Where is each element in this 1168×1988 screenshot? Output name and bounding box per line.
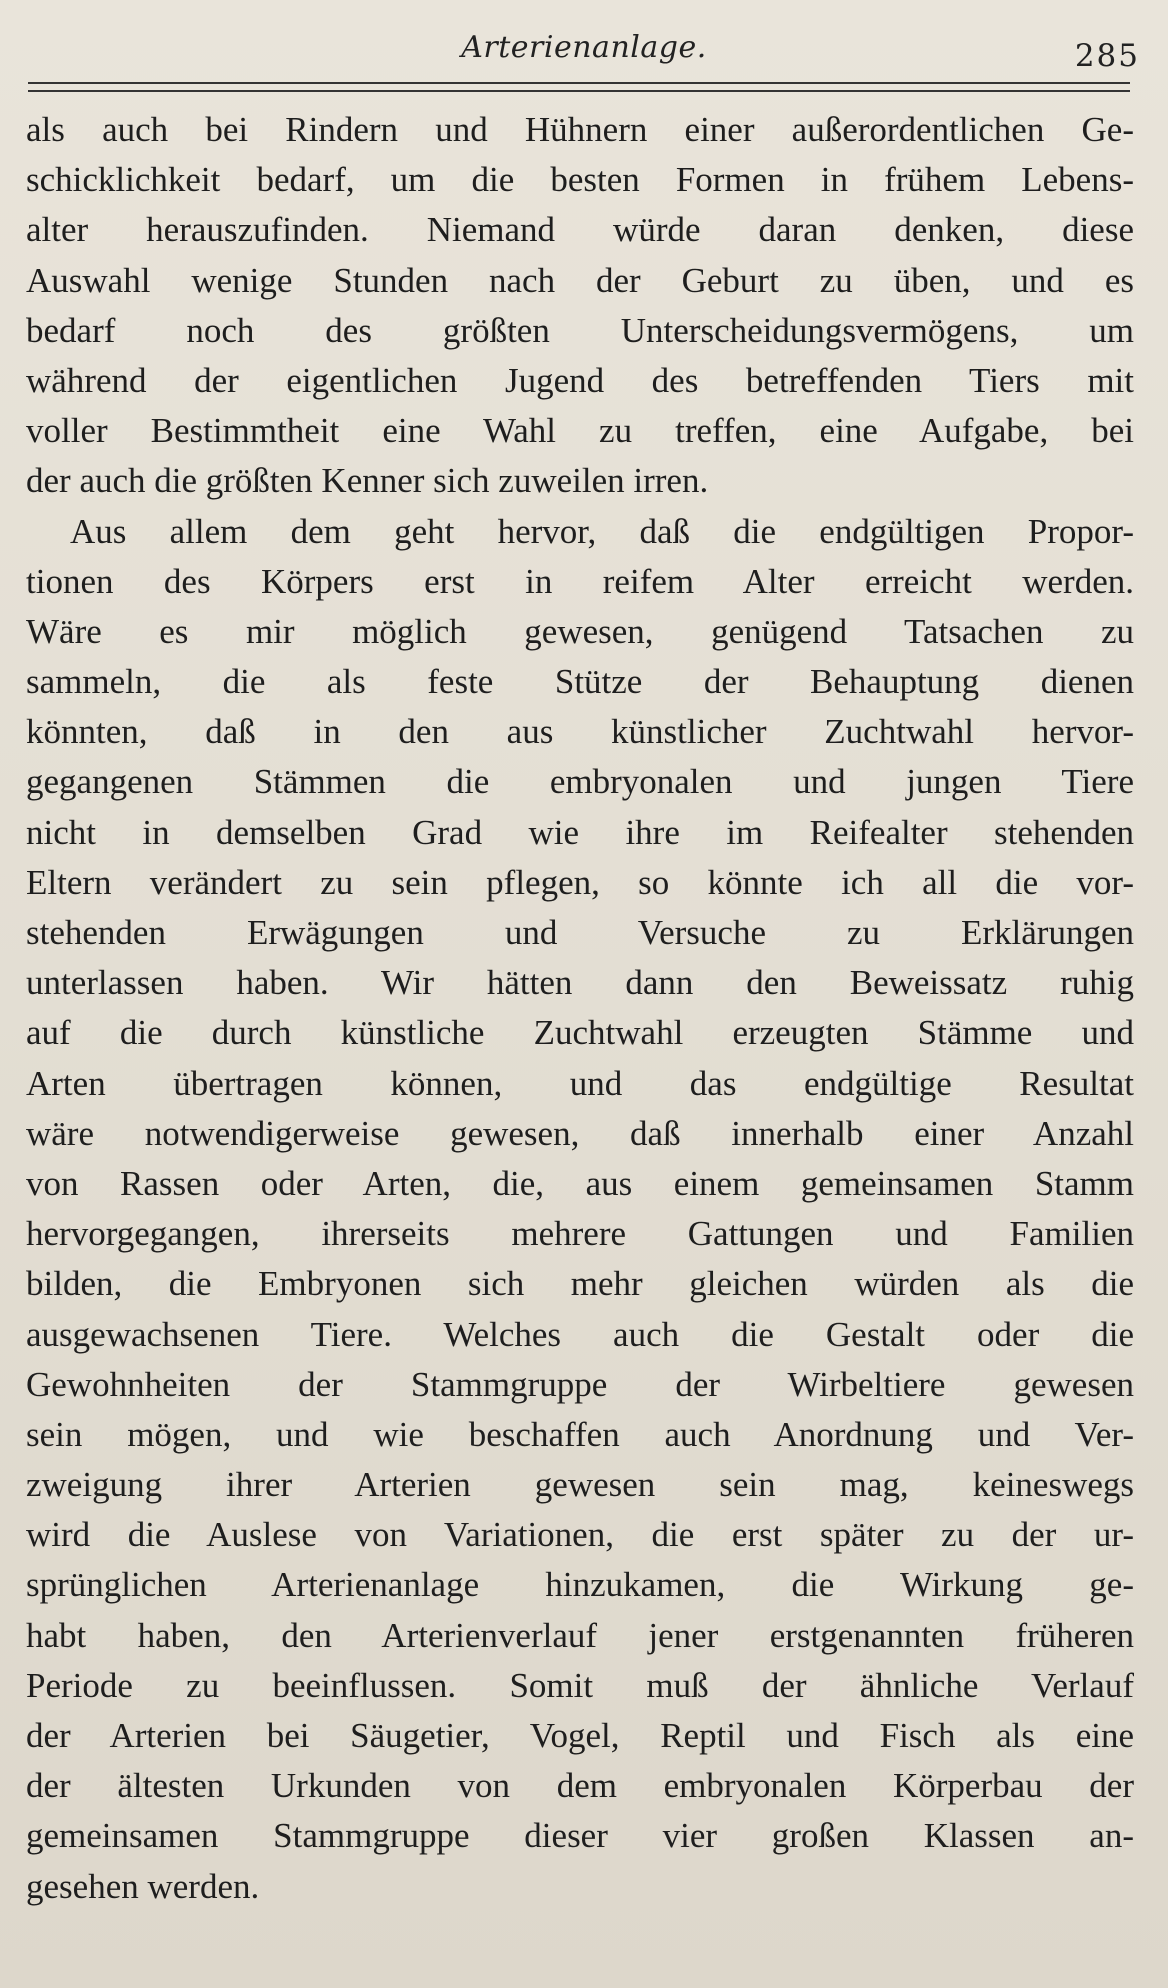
text-line: voller Bestimmtheit eine Wahl zu treffen, eine Aufgabe, bei [26, 411, 1134, 451]
text-line: während der eigentlichen Jugend des betreffenden Tiers mit [26, 360, 1134, 400]
header-rule-bottom [28, 90, 1130, 92]
paragraph [26, 507, 1134, 1912]
text-line: sprünglichen Arterienanlage hinzukamen, die Wirkung ge- [26, 1565, 1134, 1605]
text-line: gesehen werden. [26, 1866, 260, 1906]
text-line: bilden, die Embryonen sich mehr gleichen würden als die [26, 1264, 1134, 1304]
text-line: als auch bei Rindern und Hühnern einer außerordentlichen Ge- [26, 110, 1134, 149]
text-line: nicht in demselben Grad wie ihre im Reifealter stehenden [26, 812, 1134, 852]
text-line: sein mögen, und wie beschaffen auch Anordnung und Ver- [26, 1414, 1134, 1454]
header-rule-top [28, 82, 1130, 84]
running-title: Arterienanlage. [461, 30, 707, 65]
text-line: wird die Auslese von Variationen, die erst später zu der ur- [26, 1515, 1134, 1555]
text-line: Eltern verändert zu sein pflegen, so könnte ich all die vor- [26, 862, 1134, 902]
text-line: der Arterien bei Säugetier, Vogel, Reptil und Fisch als eine [26, 1716, 1134, 1755]
running-header [0, 30, 1168, 80]
text-line: stehenden Erwägungen und Versuche zu Erklärungen [26, 913, 1134, 952]
text-line: gemeinsamen Stammgruppe dieser vier großen Klassen an- [26, 1816, 1134, 1856]
text-line: der auch die größten Kenner sich zuweilen irren. [26, 461, 709, 501]
text-line: Aus allem dem geht hervor, daß die endgültigen Propor- [70, 511, 1134, 551]
page-number: 285 [1074, 38, 1140, 74]
text-line: schicklichkeit bedarf, um die besten Formen in frühem Lebens- [26, 160, 1134, 200]
text-line: hervorgegangen, ihrerseits mehrere Gattungen und Familien [26, 1214, 1134, 1254]
text-line: Auswahl wenige Stunden nach der Geburt zu üben, und es [26, 260, 1134, 300]
text-line: zweigung ihrer Arterien gewesen sein mag, keineswegs [26, 1465, 1134, 1505]
text-line: sammeln, die als feste Stütze der Behauptung dienen [26, 662, 1134, 702]
text-line: Periode zu beeinflussen. Somit muß der ähnliche Verlauf [26, 1665, 1134, 1705]
paragraph [26, 105, 1134, 507]
text-line: tionen des Körpers erst in reifem Alter erreicht werden. [26, 561, 1134, 601]
text-line: der ältesten Urkunden von dem embryonalen Körperbau der [26, 1766, 1134, 1806]
text-line: alter herauszufinden. Niemand würde daran denken, diese [26, 210, 1134, 250]
text-line: von Rassen oder Arten, die, aus einem gemeinsamen Stamm [26, 1163, 1134, 1203]
text-line: gegangenen Stämmen die embryonalen und jungen Tiere [26, 762, 1134, 802]
text-line: auf die durch künstliche Zuchtwahl erzeugten Stämme und [26, 1013, 1134, 1053]
text-line: könnten, daß in den aus künstlicher Zuchtwahl hervor- [26, 712, 1134, 752]
text-line: wäre notwendigerweise gewesen, daß innerhalb einer Anzahl [26, 1113, 1134, 1153]
text-line: Arten übertragen können, und das endgültige Resultat [26, 1063, 1134, 1103]
text-line: habt haben, den Arterienverlauf jener erstgenannten früheren [26, 1615, 1134, 1655]
body-text [26, 105, 1134, 1912]
text-line: Wäre es mir möglich gewesen, genügend Tatsachen zu [26, 611, 1134, 651]
text-line: ausgewachsenen Tiere. Welches auch die Gestalt oder die [26, 1314, 1134, 1354]
text-line: Gewohnheiten der Stammgruppe der Wirbeltiere gewesen [26, 1364, 1134, 1404]
text-line: bedarf noch des größten Unterscheidungsvermögens, um [26, 310, 1134, 350]
text-line: unterlassen haben. Wir hätten dann den Beweissatz ruhig [26, 963, 1134, 1003]
